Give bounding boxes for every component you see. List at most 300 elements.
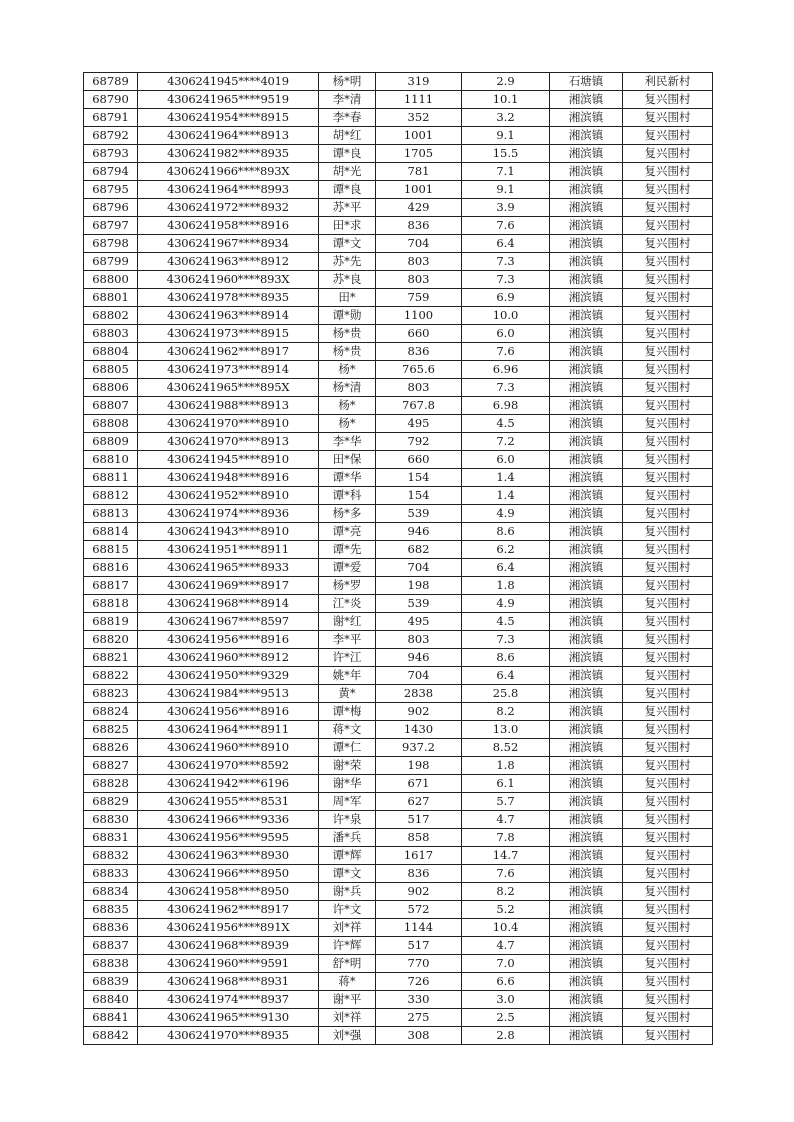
amount-cell: 803 [376,631,462,649]
town-cell: 湘滨镇 [550,145,623,163]
name-cell: 杨*贵 [319,325,376,343]
table-row [84,937,713,955]
table-row [84,451,713,469]
village-cell: 复兴围村 [623,775,713,793]
town-cell: 湘滨镇 [550,757,623,775]
name-cell: 谢*兵 [319,883,376,901]
name-cell: 谭*爱 [319,559,376,577]
serial-number-cell: 68824 [84,703,138,721]
village-cell: 复兴围村 [623,667,713,685]
table-row [84,361,713,379]
table-row [84,631,713,649]
name-cell: 杨*贵 [319,343,376,361]
area-cell: 8.6 [462,649,550,667]
area-cell: 6.96 [462,361,550,379]
serial-number-cell: 68802 [84,307,138,325]
amount-cell: 704 [376,559,462,577]
amount-cell: 792 [376,433,462,451]
village-cell: 复兴围村 [623,109,713,127]
area-cell: 7.0 [462,955,550,973]
table-row [84,109,713,127]
village-cell: 复兴围村 [623,217,713,235]
amount-cell: 803 [376,271,462,289]
table-row [84,433,713,451]
serial-number-cell: 68803 [84,325,138,343]
village-cell: 复兴围村 [623,739,713,757]
town-cell: 湘滨镇 [550,793,623,811]
id-number-cell: 4306241966****8950 [138,865,319,883]
area-cell: 8.2 [462,883,550,901]
village-cell: 复兴围村 [623,289,713,307]
id-number-cell: 4306241948****8916 [138,469,319,487]
village-cell: 复兴围村 [623,865,713,883]
serial-number-cell: 68838 [84,955,138,973]
serial-number-cell: 68799 [84,253,138,271]
area-cell: 25.8 [462,685,550,703]
area-cell: 7.6 [462,865,550,883]
town-cell: 湘滨镇 [550,343,623,361]
amount-cell: 937.2 [376,739,462,757]
id-number-cell: 4306241966****9336 [138,811,319,829]
amount-cell: 154 [376,469,462,487]
table-row [84,955,713,973]
serial-number-cell: 68826 [84,739,138,757]
name-cell: 谭*勋 [319,307,376,325]
amount-cell: 517 [376,811,462,829]
id-number-cell: 4306241960****9591 [138,955,319,973]
village-cell: 复兴围村 [623,451,713,469]
town-cell: 湘滨镇 [550,199,623,217]
name-cell: 谭*文 [319,235,376,253]
area-cell: 6.9 [462,289,550,307]
area-cell: 3.0 [462,991,550,1009]
serial-number-cell: 68823 [84,685,138,703]
area-cell: 9.1 [462,181,550,199]
table-row [84,163,713,181]
id-number-cell: 4306241966****893X [138,163,319,181]
area-cell: 6.4 [462,235,550,253]
area-cell: 5.2 [462,901,550,919]
name-cell: 杨*多 [319,505,376,523]
serial-number-cell: 68837 [84,937,138,955]
town-cell: 石塘镇 [550,73,623,91]
serial-number-cell: 68805 [84,361,138,379]
table-row [84,307,713,325]
table-row [84,487,713,505]
town-cell: 湘滨镇 [550,181,623,199]
village-cell: 复兴围村 [623,901,713,919]
name-cell: 苏*平 [319,199,376,217]
town-cell: 湘滨镇 [550,721,623,739]
amount-cell: 2838 [376,685,462,703]
table-row [84,721,713,739]
village-cell: 复兴围村 [623,271,713,289]
name-cell: 潘*兵 [319,829,376,847]
name-cell: 谭*辉 [319,847,376,865]
id-number-cell: 4306241945****4019 [138,73,319,91]
village-cell: 复兴围村 [623,559,713,577]
table-row [84,685,713,703]
village-cell: 复兴围村 [623,793,713,811]
town-cell: 湘滨镇 [550,775,623,793]
town-cell: 湘滨镇 [550,919,623,937]
table-row [84,775,713,793]
village-cell: 复兴围村 [623,199,713,217]
table-row [84,325,713,343]
village-cell: 复兴围村 [623,523,713,541]
area-cell: 7.3 [462,253,550,271]
town-cell: 湘滨镇 [550,973,623,991]
amount-cell: 803 [376,253,462,271]
amount-cell: 704 [376,667,462,685]
town-cell: 湘滨镇 [550,901,623,919]
village-cell: 复兴围村 [623,253,713,271]
village-cell: 复兴围村 [623,703,713,721]
amount-cell: 781 [376,163,462,181]
table-row [84,973,713,991]
amount-cell: 495 [376,613,462,631]
area-cell: 8.52 [462,739,550,757]
serial-number-cell: 68820 [84,631,138,649]
area-cell: 1.8 [462,577,550,595]
name-cell: 姚*年 [319,667,376,685]
serial-number-cell: 68834 [84,883,138,901]
id-number-cell: 4306241965****9130 [138,1009,319,1027]
amount-cell: 902 [376,883,462,901]
serial-number-cell: 68841 [84,1009,138,1027]
town-cell: 湘滨镇 [550,109,623,127]
town-cell: 湘滨镇 [550,361,623,379]
area-cell: 7.2 [462,433,550,451]
village-cell: 复兴围村 [623,127,713,145]
table-row [84,865,713,883]
table-row [84,235,713,253]
name-cell: 李*平 [319,631,376,649]
area-cell: 4.5 [462,415,550,433]
id-number-cell: 4306241960****8912 [138,649,319,667]
amount-cell: 803 [376,379,462,397]
serial-number-cell: 68825 [84,721,138,739]
table-row [84,199,713,217]
serial-number-cell: 68796 [84,199,138,217]
town-cell: 湘滨镇 [550,685,623,703]
serial-number-cell: 68810 [84,451,138,469]
area-cell: 7.3 [462,631,550,649]
town-cell: 湘滨镇 [550,289,623,307]
town-cell: 湘滨镇 [550,667,623,685]
town-cell: 湘滨镇 [550,937,623,955]
amount-cell: 154 [376,487,462,505]
area-cell: 3.2 [462,109,550,127]
table-row [84,505,713,523]
amount-cell: 1617 [376,847,462,865]
amount-cell: 495 [376,415,462,433]
serial-number-cell: 68800 [84,271,138,289]
name-cell: 杨*清 [319,379,376,397]
table-row [84,739,713,757]
town-cell: 湘滨镇 [550,505,623,523]
serial-number-cell: 68813 [84,505,138,523]
town-cell: 湘滨镇 [550,991,623,1009]
id-number-cell: 4306241962****8917 [138,343,319,361]
name-cell: 谢*华 [319,775,376,793]
table-row [84,919,713,937]
town-cell: 湘滨镇 [550,559,623,577]
serial-number-cell: 68806 [84,379,138,397]
name-cell: 田* [319,289,376,307]
village-cell: 复兴围村 [623,415,713,433]
name-cell: 许*辉 [319,937,376,955]
town-cell: 湘滨镇 [550,955,623,973]
serial-number-cell: 68817 [84,577,138,595]
serial-number-cell: 68821 [84,649,138,667]
town-cell: 湘滨镇 [550,523,623,541]
serial-number-cell: 68790 [84,91,138,109]
amount-cell: 946 [376,649,462,667]
village-cell: 复兴围村 [623,379,713,397]
id-number-cell: 4306241968****8939 [138,937,319,955]
area-cell: 6.1 [462,775,550,793]
id-number-cell: 4306241965****9519 [138,91,319,109]
town-cell: 湘滨镇 [550,253,623,271]
village-cell: 复兴围村 [623,325,713,343]
amount-cell: 275 [376,1009,462,1027]
serial-number-cell: 68816 [84,559,138,577]
town-cell: 湘滨镇 [550,127,623,145]
village-cell: 复兴围村 [623,1009,713,1027]
id-number-cell: 4306241984****9513 [138,685,319,703]
table-row [84,541,713,559]
village-cell: 复兴围村 [623,541,713,559]
area-cell: 2.9 [462,73,550,91]
id-number-cell: 4306241960****8910 [138,739,319,757]
town-cell: 湘滨镇 [550,307,623,325]
table-row [84,271,713,289]
area-cell: 14.7 [462,847,550,865]
table-row [84,757,713,775]
serial-number-cell: 68840 [84,991,138,1009]
amount-cell: 352 [376,109,462,127]
amount-cell: 429 [376,199,462,217]
name-cell: 杨*明 [319,73,376,91]
town-cell: 湘滨镇 [550,865,623,883]
area-cell: 6.0 [462,325,550,343]
name-cell: 许*文 [319,901,376,919]
town-cell: 湘滨镇 [550,91,623,109]
town-cell: 湘滨镇 [550,451,623,469]
town-cell: 湘滨镇 [550,595,623,613]
name-cell: 杨*罗 [319,577,376,595]
serial-number-cell: 68809 [84,433,138,451]
village-cell: 复兴围村 [623,307,713,325]
name-cell: 黄* [319,685,376,703]
village-cell: 复兴围村 [623,163,713,181]
name-cell: 谭*梅 [319,703,376,721]
table-row [84,811,713,829]
id-number-cell: 4306241962****8917 [138,901,319,919]
table-row [84,181,713,199]
serial-number-cell: 68792 [84,127,138,145]
id-number-cell: 4306241967****8597 [138,613,319,631]
id-number-cell: 4306241974****8937 [138,991,319,1009]
village-cell: 复兴围村 [623,595,713,613]
id-number-cell: 4306241956****8916 [138,703,319,721]
serial-number-cell: 68797 [84,217,138,235]
town-cell: 湘滨镇 [550,829,623,847]
serial-number-cell: 68829 [84,793,138,811]
amount-cell: 767.8 [376,397,462,415]
table-row [84,379,713,397]
id-number-cell: 4306241964****8913 [138,127,319,145]
amount-cell: 902 [376,703,462,721]
name-cell: 蒋* [319,973,376,991]
table-row [84,595,713,613]
village-cell: 复兴围村 [623,181,713,199]
area-cell: 1.4 [462,487,550,505]
town-cell: 湘滨镇 [550,883,623,901]
table-row [84,901,713,919]
area-cell: 9.1 [462,127,550,145]
table-row [84,703,713,721]
amount-cell: 836 [376,343,462,361]
amount-cell: 1001 [376,181,462,199]
serial-number-cell: 68830 [84,811,138,829]
town-cell: 湘滨镇 [550,739,623,757]
table-row [84,1009,713,1027]
id-number-cell: 4306241960****893X [138,271,319,289]
area-cell: 8.6 [462,523,550,541]
name-cell: 谭*文 [319,865,376,883]
area-cell: 4.9 [462,505,550,523]
amount-cell: 704 [376,235,462,253]
amount-cell: 671 [376,775,462,793]
amount-cell: 517 [376,937,462,955]
area-cell: 4.7 [462,811,550,829]
id-number-cell: 4306241968****8931 [138,973,319,991]
area-cell: 2.8 [462,1027,550,1045]
name-cell: 许*泉 [319,811,376,829]
area-cell: 3.9 [462,199,550,217]
town-cell: 湘滨镇 [550,379,623,397]
area-cell: 13.0 [462,721,550,739]
id-number-cell: 4306241964****8911 [138,721,319,739]
table-row [84,523,713,541]
serial-number-cell: 68791 [84,109,138,127]
name-cell: 周*军 [319,793,376,811]
town-cell: 湘滨镇 [550,847,623,865]
serial-number-cell: 68808 [84,415,138,433]
serial-number-cell: 68818 [84,595,138,613]
town-cell: 湘滨镇 [550,1009,623,1027]
village-cell: 复兴围村 [623,613,713,631]
serial-number-cell: 68833 [84,865,138,883]
serial-number-cell: 68836 [84,919,138,937]
records-table [83,72,713,1045]
amount-cell: 330 [376,991,462,1009]
area-cell: 15.5 [462,145,550,163]
amount-cell: 1430 [376,721,462,739]
serial-number-cell: 68812 [84,487,138,505]
village-cell: 利民新村 [623,73,713,91]
village-cell: 复兴围村 [623,811,713,829]
id-number-cell: 4306241972****8932 [138,199,319,217]
area-cell: 7.3 [462,379,550,397]
town-cell: 湘滨镇 [550,541,623,559]
name-cell: 江*炎 [319,595,376,613]
amount-cell: 1111 [376,91,462,109]
area-cell: 7.1 [462,163,550,181]
village-cell: 复兴围村 [623,919,713,937]
name-cell: 李*清 [319,91,376,109]
serial-number-cell: 68822 [84,667,138,685]
serial-number-cell: 68827 [84,757,138,775]
name-cell: 谭*先 [319,541,376,559]
amount-cell: 308 [376,1027,462,1045]
name-cell: 谢*红 [319,613,376,631]
village-cell: 复兴围村 [623,145,713,163]
area-cell: 10.1 [462,91,550,109]
amount-cell: 627 [376,793,462,811]
id-number-cell: 4306241945****8910 [138,451,319,469]
village-cell: 复兴围村 [623,361,713,379]
id-number-cell: 4306241952****8910 [138,487,319,505]
amount-cell: 858 [376,829,462,847]
id-number-cell: 4306241978****8935 [138,289,319,307]
table-row [84,415,713,433]
name-cell: 田*保 [319,451,376,469]
serial-number-cell: 68789 [84,73,138,91]
id-number-cell: 4306241982****8935 [138,145,319,163]
name-cell: 蒋*文 [319,721,376,739]
amount-cell: 660 [376,451,462,469]
id-number-cell: 4306241965****895X [138,379,319,397]
amount-cell: 198 [376,757,462,775]
name-cell: 田*求 [319,217,376,235]
name-cell: 谭*仁 [319,739,376,757]
area-cell: 6.0 [462,451,550,469]
id-number-cell: 4306241956****9595 [138,829,319,847]
amount-cell: 1100 [376,307,462,325]
serial-number-cell: 68804 [84,343,138,361]
amount-cell: 726 [376,973,462,991]
table-row [84,253,713,271]
id-number-cell: 4306241970****8935 [138,1027,319,1045]
area-cell: 4.5 [462,613,550,631]
serial-number-cell: 68831 [84,829,138,847]
serial-number-cell: 68795 [84,181,138,199]
village-cell: 复兴围村 [623,883,713,901]
table-row [84,469,713,487]
id-number-cell: 4306241964****8993 [138,181,319,199]
serial-number-cell: 68814 [84,523,138,541]
area-cell: 5.7 [462,793,550,811]
amount-cell: 759 [376,289,462,307]
area-cell: 10.0 [462,307,550,325]
village-cell: 复兴围村 [623,469,713,487]
village-cell: 复兴围村 [623,721,713,739]
table-row [84,829,713,847]
amount-cell: 572 [376,901,462,919]
id-number-cell: 4306241965****8933 [138,559,319,577]
id-number-cell: 4306241950****9329 [138,667,319,685]
area-cell: 10.4 [462,919,550,937]
town-cell: 湘滨镇 [550,397,623,415]
area-cell: 4.9 [462,595,550,613]
area-cell: 6.98 [462,397,550,415]
village-cell: 复兴围村 [623,973,713,991]
area-cell: 1.8 [462,757,550,775]
serial-number-cell: 68794 [84,163,138,181]
